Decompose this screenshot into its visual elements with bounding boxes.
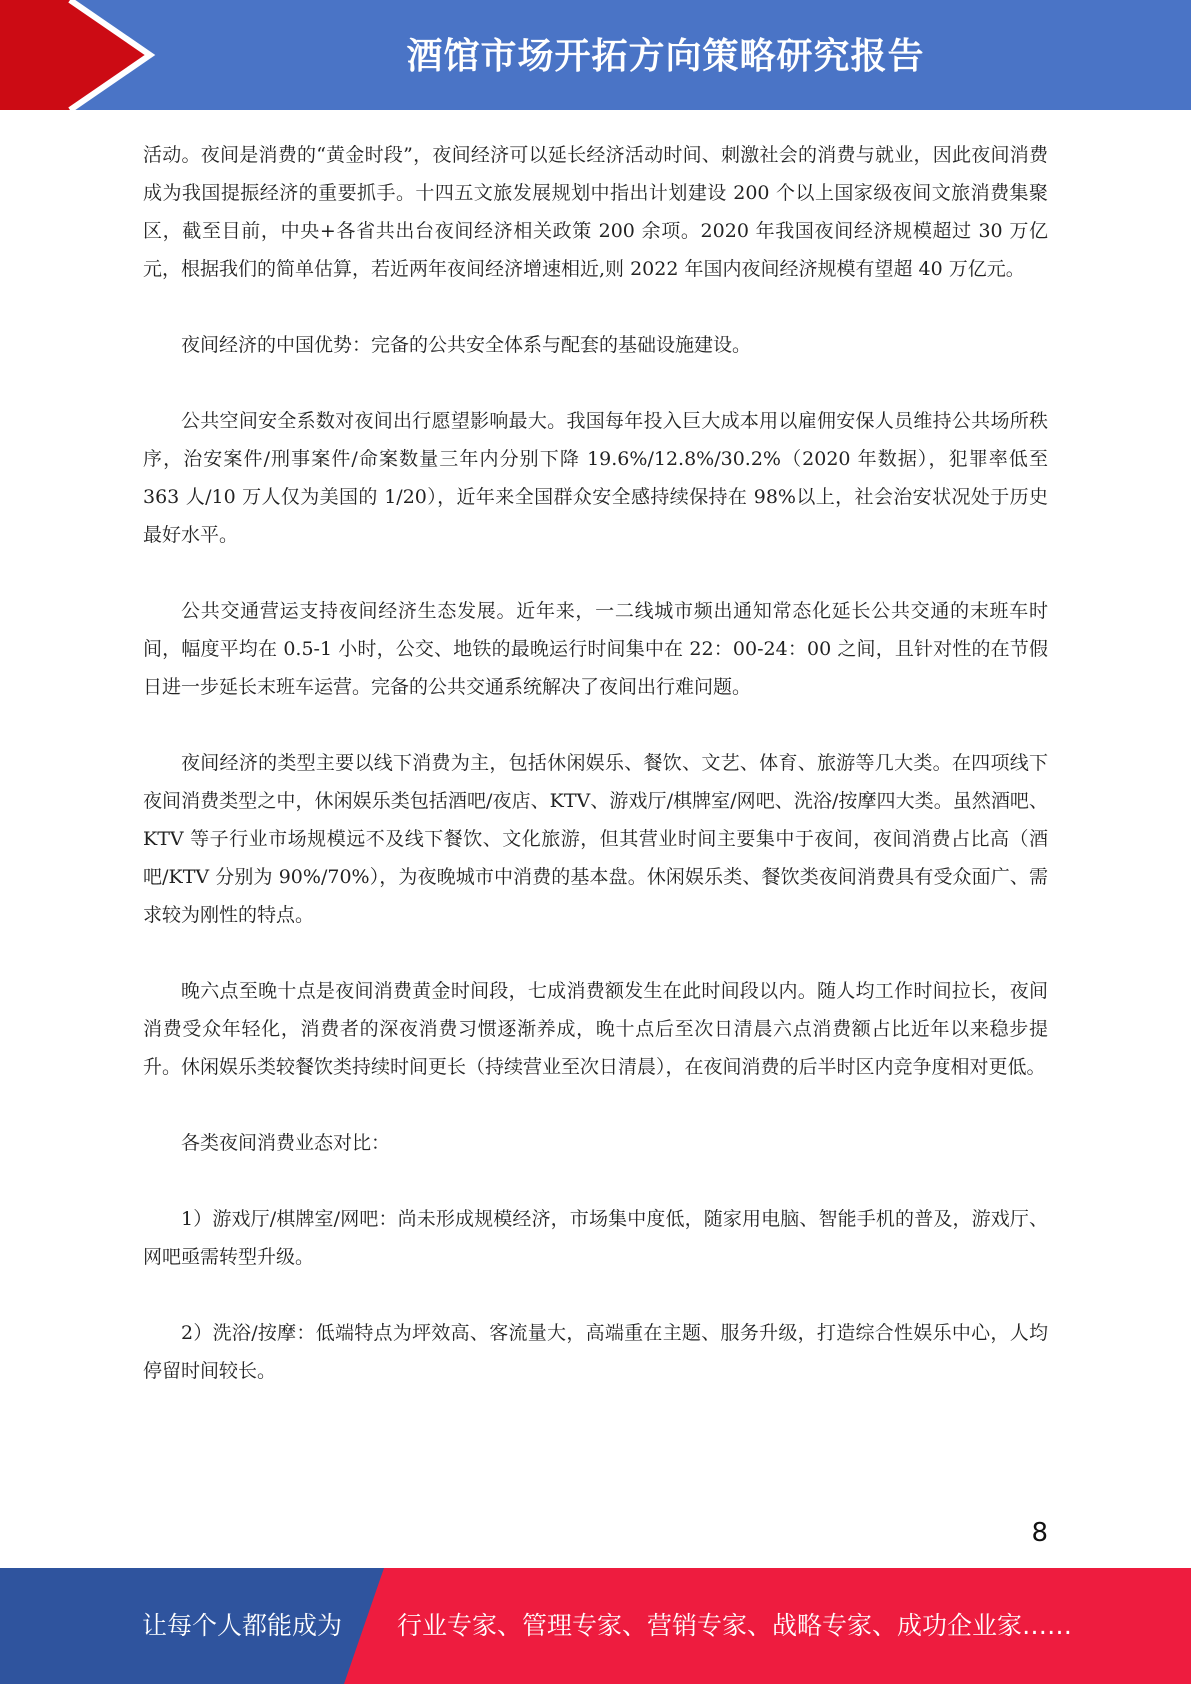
paragraph: 活动。夜间是消费的“黄金时段”，夜间经济可以延长经济活动时间、刺激社会的消费与就业，因此夜间消费成为我国提振经济的重要抓手。十四五文旅发展规划中指出计划建设 200 个以上国家级夜间文旅消费集聚区，截至目前，中央+各省共出台夜间经济相关政策 200 余项。2020 年我国夜间经济规模超过 30 万亿元，根据我们的简单估算，若近两年夜间经济增速相近,则 2022 年国内夜间经济规模有望超 40 万亿元。	[143, 144, 1048, 280]
paragraph: 各类夜间消费业态对比：	[181, 1132, 391, 1154]
paragraph: 夜间经济的类型主要以线下消费为主，包括休闲娱乐、餐饮、文艺、体育、旅游等几大类。在四项线下夜间消费类型之中，休闲娱乐类包括酒吧/夜店、KTV、游戏厅/棋牌室/网吧、洗浴/按摩四大类。虽然酒吧、KTV 等子行业市场规模远不及线下餐饮、文化旅游，但其营业时间主要集中于夜间，夜间消费占比高（酒吧/KTV 分别为 90%/70%），为夜晚城市中消费的基本盘。休闲娱乐类、餐饮类夜间消费具有受众面广、需求较为刚性的特点。	[143, 752, 1048, 926]
paragraph: 晚六点至晚十点是夜间消费黄金时间段，七成消费额发生在此时间段以内。随人均工作时间拉长，夜间消费受众年轻化，消费者的深夜消费习惯逐渐养成，晚十点后至次日清晨六点消费额占比近年以来稳步提升。休闲娱乐类较餐饮类持续时间更长（持续营业至次日清晨），在夜间消费的后半时区内竞争度相对更低。	[143, 980, 1048, 1078]
header-red-arrow	[0, 0, 150, 110]
page-footer	[0, 1568, 1191, 1684]
body-text	[143, 136, 1048, 1428]
paragraph: 公共空间安全系数对夜间出行愿望影响最大。我国每年投入巨大成本用以雇佣安保人员维持公共场所秩序，治安案件/刑事案件/命案数量三年内分别下降 19.6%/12.8%/30.2%（2020 年数据），犯罪率低至 363 人/10 万人仅为美国的 1/20），近年来全国群众安全感持续保持在 98%以上，社会治安状况处于历史最好水平。	[143, 410, 1048, 546]
paragraph: 2）洗浴/按摩：低端特点为坪效高、客流量大，高端重在主题、服务升级，打造综合性娱乐中心，人均停留时间较长。	[143, 1322, 1048, 1382]
footer-slogan-right: 行业专家、管理专家、营销专家、战略专家、成功企业家……	[397, 1611, 1073, 1640]
report-title: 酒馆市场开拓方向策略研究报告	[406, 36, 925, 77]
paragraph: 公共交通营运支持夜间经济生态发展。近年来，一二线城市频出通知常态化延长公共交通的末班车时间，幅度平均在 0.5-1 小时，公交、地铁的最晚运行时间集中在 22：00-24：00 之间，且针对性的在节假日进一步延长末班车运营。完备的公共交通系统解决了夜间出行难问题。	[143, 600, 1048, 698]
paragraph: 1）游戏厅/棋牌室/网吧：尚未形成规模经济，市场集中度低，随家用电脑、智能手机的普及，游戏厅、网吧亟需转型升级。	[143, 1208, 1048, 1268]
paragraph: 夜间经济的中国优势：完备的公共安全体系与配套的基础设施建设。	[181, 334, 752, 356]
page-header	[0, 0, 1191, 110]
page-number: 8	[1031, 1518, 1048, 1548]
footer-slogan-left: 让每个人都能成为	[142, 1611, 343, 1640]
